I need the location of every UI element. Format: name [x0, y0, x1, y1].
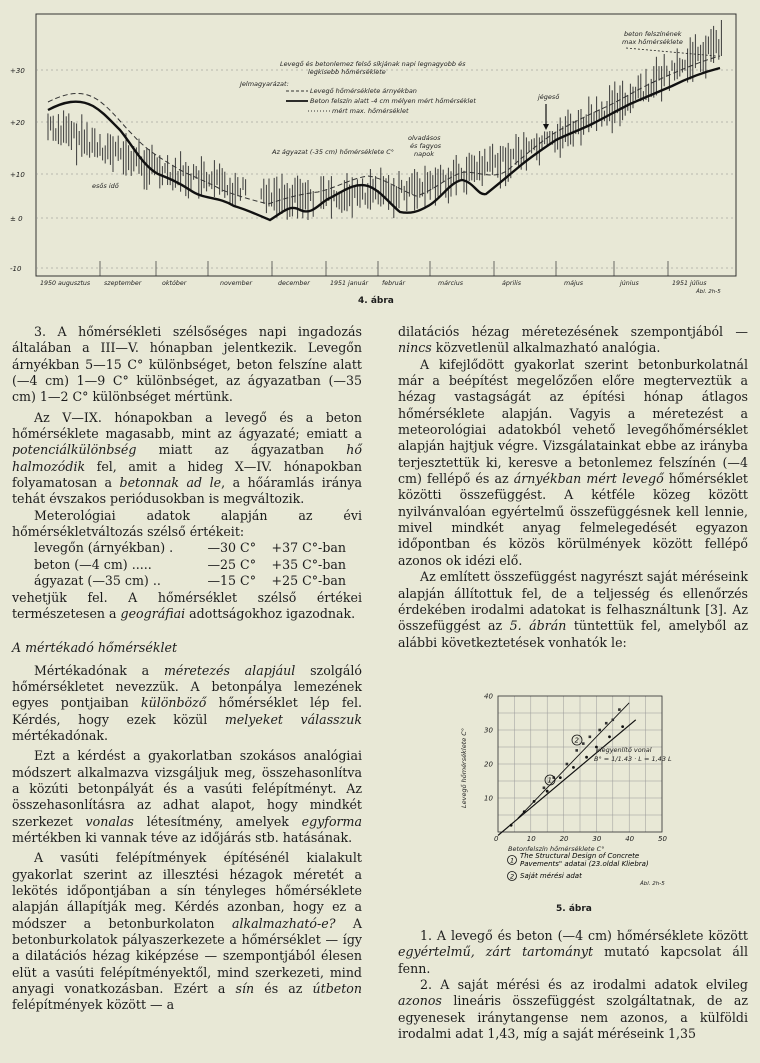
fig5-regression-line — [498, 720, 636, 836]
fig5-xtick: 40 — [625, 835, 635, 843]
fig4-month-label: október — [162, 280, 187, 287]
fig5-point — [589, 736, 592, 739]
fig4-note-olvadasos: olvadásos — [408, 134, 441, 142]
figure-4-caption: 4. ábra — [358, 296, 394, 306]
fig4-month-label: 1951 július — [672, 280, 707, 287]
fig5-point — [510, 824, 513, 827]
fig4-note-beton-max: max hőmérséklete — [622, 38, 683, 46]
fig4-month-label: 1950 augusztus — [40, 280, 91, 287]
fig4-legend-entry: mért max. hőmérséklet — [332, 107, 409, 115]
fig4-month-label: március — [438, 280, 464, 287]
fig5-series-marker-label: 2 — [574, 736, 579, 745]
fig5-point — [618, 708, 621, 711]
fig4-month-label: 1951 január — [330, 280, 369, 287]
fig5-point — [543, 787, 546, 790]
fig5-ytick: 10 — [484, 794, 493, 803]
fig5-ytick: 40 — [484, 692, 493, 701]
left-column — [12, 324, 362, 1014]
fig4-month-label: szeptember — [104, 280, 142, 287]
fig5-point — [612, 719, 615, 722]
fig4-corner-code: Ábl. 2h-5 — [696, 289, 721, 295]
right-column-top — [398, 324, 748, 651]
fig4-legend-title: Levegő és betonlemez felső síkjának napi legnagyobb és — [280, 60, 466, 68]
fig4-legend-entry: Beton felszín alatt -4 cm mélyen mért hőmérséklet — [310, 97, 476, 105]
paragraph: A vasúti felépítmények építésénél kialakult gyakorlat szerint az illesztési hézagok méretét a lekötés időpontjában a sín tényleges hőmérséklete alapján állapítják meg. Kérdés azonban, hogy ez a módszer a betonburkolaton alkalmazható-e? A betonburkolatok pályaszerkezete a hőmérséklet — így a dilatációs hézag kiképzése — szempontjából élesen elüt a vasúti felépítményektől, mind szerkezeti, mind anyagi vonatkozásban. Ezért a sín és az útbeton felépítmények között — a — [12, 850, 363, 1013]
fig5-xlabel: Betonfelszín hőmérséklete C° — [508, 845, 605, 853]
fig5-corner-code: Ábl. 2h-5 — [640, 881, 665, 887]
paragraph: 1. A levegő és beton (—4 cm) hőmérséklete között egyértelmű, zárt tartományt mutató kapcsolat áll fenn. — [398, 928, 748, 976]
fig5-point — [566, 763, 569, 766]
fig5-point — [575, 749, 578, 752]
fig5-xtick: 50 — [658, 835, 667, 843]
fig4-note-jelmagyarazat: Jelmagyarázat: — [240, 80, 289, 88]
temperature-row: beton (—4 cm) ..... —25 C° +35 C°-ban — [34, 556, 346, 572]
fig4-note-olvadasos: és fagyos — [410, 142, 442, 150]
fig5-legend-entry: The Structural Design of Concrete — [520, 852, 640, 860]
paragraph: vehetjük fel. A hőmérséklet szélső értékei természetesen a geográfiai adottságokhoz igazodnak. — [12, 589, 362, 621]
fig4-ytick: +30 — [10, 67, 25, 75]
paragraph: 3. A hőmérsékleti szélsőséges napi ingadozás általában a III—V. hónapban jelentkezik. Levegőn árnyékban 5—15 C° különbséget, beton felszíne alatt (—4 cm) 1—9 C° különbséget, az ágyazatban (—35 cm) 1—2 C° különbséget mértünk. — [12, 324, 362, 405]
fig4-month-label: december — [278, 280, 310, 287]
fig4-frame — [36, 14, 736, 276]
figure-4-chart — [8, 6, 752, 306]
fig4-legend-entry: Levegő hőmérséklete árnyékban — [310, 87, 417, 95]
fig4-ytick: +10 — [10, 171, 25, 179]
fig4-month-label: április — [502, 280, 521, 287]
paragraph: Ezt a kérdést a gyakorlatban szokásos analógiai módszert alkalmazva vizsgáljuk meg, összehasonlítva a közúti betonpályát és a vasúti felépítményt. Az összehasonlításra az adhat alapot, hogy mindkét szerkezet vonalas létesítmény, amelyek egyforma mértékben ki vannak téve az időjárás stb. hatásának. — [12, 748, 362, 845]
fig5-line-label: kiegyenlítő vonal — [596, 746, 652, 754]
fig5-point — [608, 735, 611, 738]
fig5-xtick: 20 — [559, 835, 569, 843]
fig4-month-label: június — [620, 280, 639, 287]
fig4-ytick: ± 0 — [10, 215, 23, 223]
fig5-legend-entry: Saját mérési adat — [520, 872, 582, 880]
fig5-xtick: 0 — [494, 835, 499, 843]
temperature-row: ágyazat (—35 cm) .. —15 C° +25 C°-ban — [34, 573, 346, 589]
fig5-point — [559, 776, 562, 779]
fig4-note-jegeso: jégeső — [538, 93, 560, 101]
fig5-xtick: 10 — [526, 835, 536, 843]
fig5-point — [605, 722, 608, 725]
fig5-line-formula: B° = 1/1.43 · L = 1,43 L — [594, 755, 672, 763]
paragraph: Az V—IX. hónapokban a levegő és a beton hőmérséklete magasabb, mint az ágyazaté; emiatt a potenciálkülönbség miatt az ágyazatban hő halmozódik fel, amit a hideg X—IV. hónapokban folyamatosan a betonnak ad le, a hőáramlás iránya tehát évszakos periódusokban is megváltozik. — [12, 409, 363, 507]
fig5-point — [533, 800, 536, 803]
paragraph: Az említett összefüggést nagyrészt saját méréseink alapján állítottuk fel, de a teljesség és ellenőrzés érdekében irodalmi adatokat is felhasználtunk [3]. Az összefüggést az 5. ábrán tüntettük fel, amelyből az alábbi következtetések vonhatók le: — [398, 569, 748, 650]
paragraph: A kifejlődött gyakorlat szerint betonburkolatnál már a beépítést megelőzően előre megterveztük a hézag vastagságát az építési hónap átlagos hőmérséklete alapján. Vagyis a méretezést a meteorológiai adatokból vehető levegőhőmérséklet alapján hajtjuk végre. Vizsgálatainkat ebbe az irányba terjesztettük ki, keresve a betonlemez felszínén (—4 cm) fellépő és az árnyékban mért levegő hőmérséklet közötti összefüggést. A kétféle közeg között nyilvánvalóan egyértelmű összefüggésnek kell lennie, mivel mindkét anyag felmelegedését egyazon időpontban és közös körülmények között fellépő azonos ok idézi elő. — [398, 356, 748, 568]
paragraph: Meterológiai adatok alapján az évi hőmérsékletváltozás szélső értékeit: — [12, 507, 362, 540]
fig4-note-beton-max: beton felszínének — [624, 30, 682, 38]
fig5-legend-marker-label: 1 — [510, 856, 515, 865]
fig5-point — [572, 766, 575, 769]
fig5-ylabel: Levegő hőmérséklete C° — [460, 727, 468, 808]
fig5-point — [582, 742, 585, 745]
fig4-month-label: november — [220, 280, 253, 287]
fig4-legend-title: legkisebb hőmérséklete — [308, 68, 386, 76]
fig4-month-label: május — [564, 280, 584, 287]
fig5-series-marker-label: 1 — [547, 776, 552, 785]
temperature-row: levegőn (árnyékban) . —30 C° +37 C°-ban — [34, 540, 346, 556]
fig5-point — [546, 790, 549, 793]
figure-5-caption: 5. ábra — [556, 904, 592, 914]
figure-5-chart — [446, 688, 676, 898]
fig5-point — [523, 810, 526, 813]
paragraph: 2. A saját mérési és az irodalmi adatok elvileg azonos lineáris összefüggést szolgáltatnak, de az egyenesek iránytangense nem azonos, a külföldi irodalmi adat 1,43, míg a saját méréseink 1,35 — [398, 977, 748, 1042]
fig5-ytick: 20 — [484, 760, 493, 769]
fig4-ytick: +20 — [10, 119, 25, 127]
paragraph: dilatációs hézag méretezésének szempontjából — nincs közvetlenül alkalmazható analógia. — [398, 324, 748, 356]
right-column-bottom — [398, 928, 748, 1042]
fig4-note-esoszunet: esős idő — [92, 182, 119, 190]
section-heading: A mértékadó hőmérséklet — [12, 640, 178, 656]
fig4-note-agyazat: Az ágyazat (-35 cm) hőmérséklete C° — [272, 148, 395, 156]
fig5-point — [598, 729, 601, 732]
fig5-ytick: 30 — [484, 726, 493, 735]
fig5-xtick: 30 — [592, 835, 602, 843]
fig4-daily-range-bars — [48, 20, 721, 220]
paragraph: Mértékadónak a méretezés alapjául szolgáló hőmérsékletet nevezzük. A betonpálya lemezének egyes pontjaiban különböző hőmérséklet lép fel. Kérdés, hogy ezek közül melyeket válasszuk mértékadónak. — [12, 662, 362, 743]
fig5-point — [585, 756, 588, 759]
fig4-note-olvadasos: napok — [414, 150, 434, 158]
fig5-legend-marker-label: 2 — [510, 872, 515, 881]
fig4-air-curve — [48, 56, 720, 204]
fig5-legend-entry: Pavements" adatai (23.oldal Kliebra) — [520, 860, 649, 868]
fig5-point — [621, 725, 624, 728]
fig4-ytick: -10 — [10, 265, 22, 273]
fig4-month-label: február — [382, 280, 406, 287]
